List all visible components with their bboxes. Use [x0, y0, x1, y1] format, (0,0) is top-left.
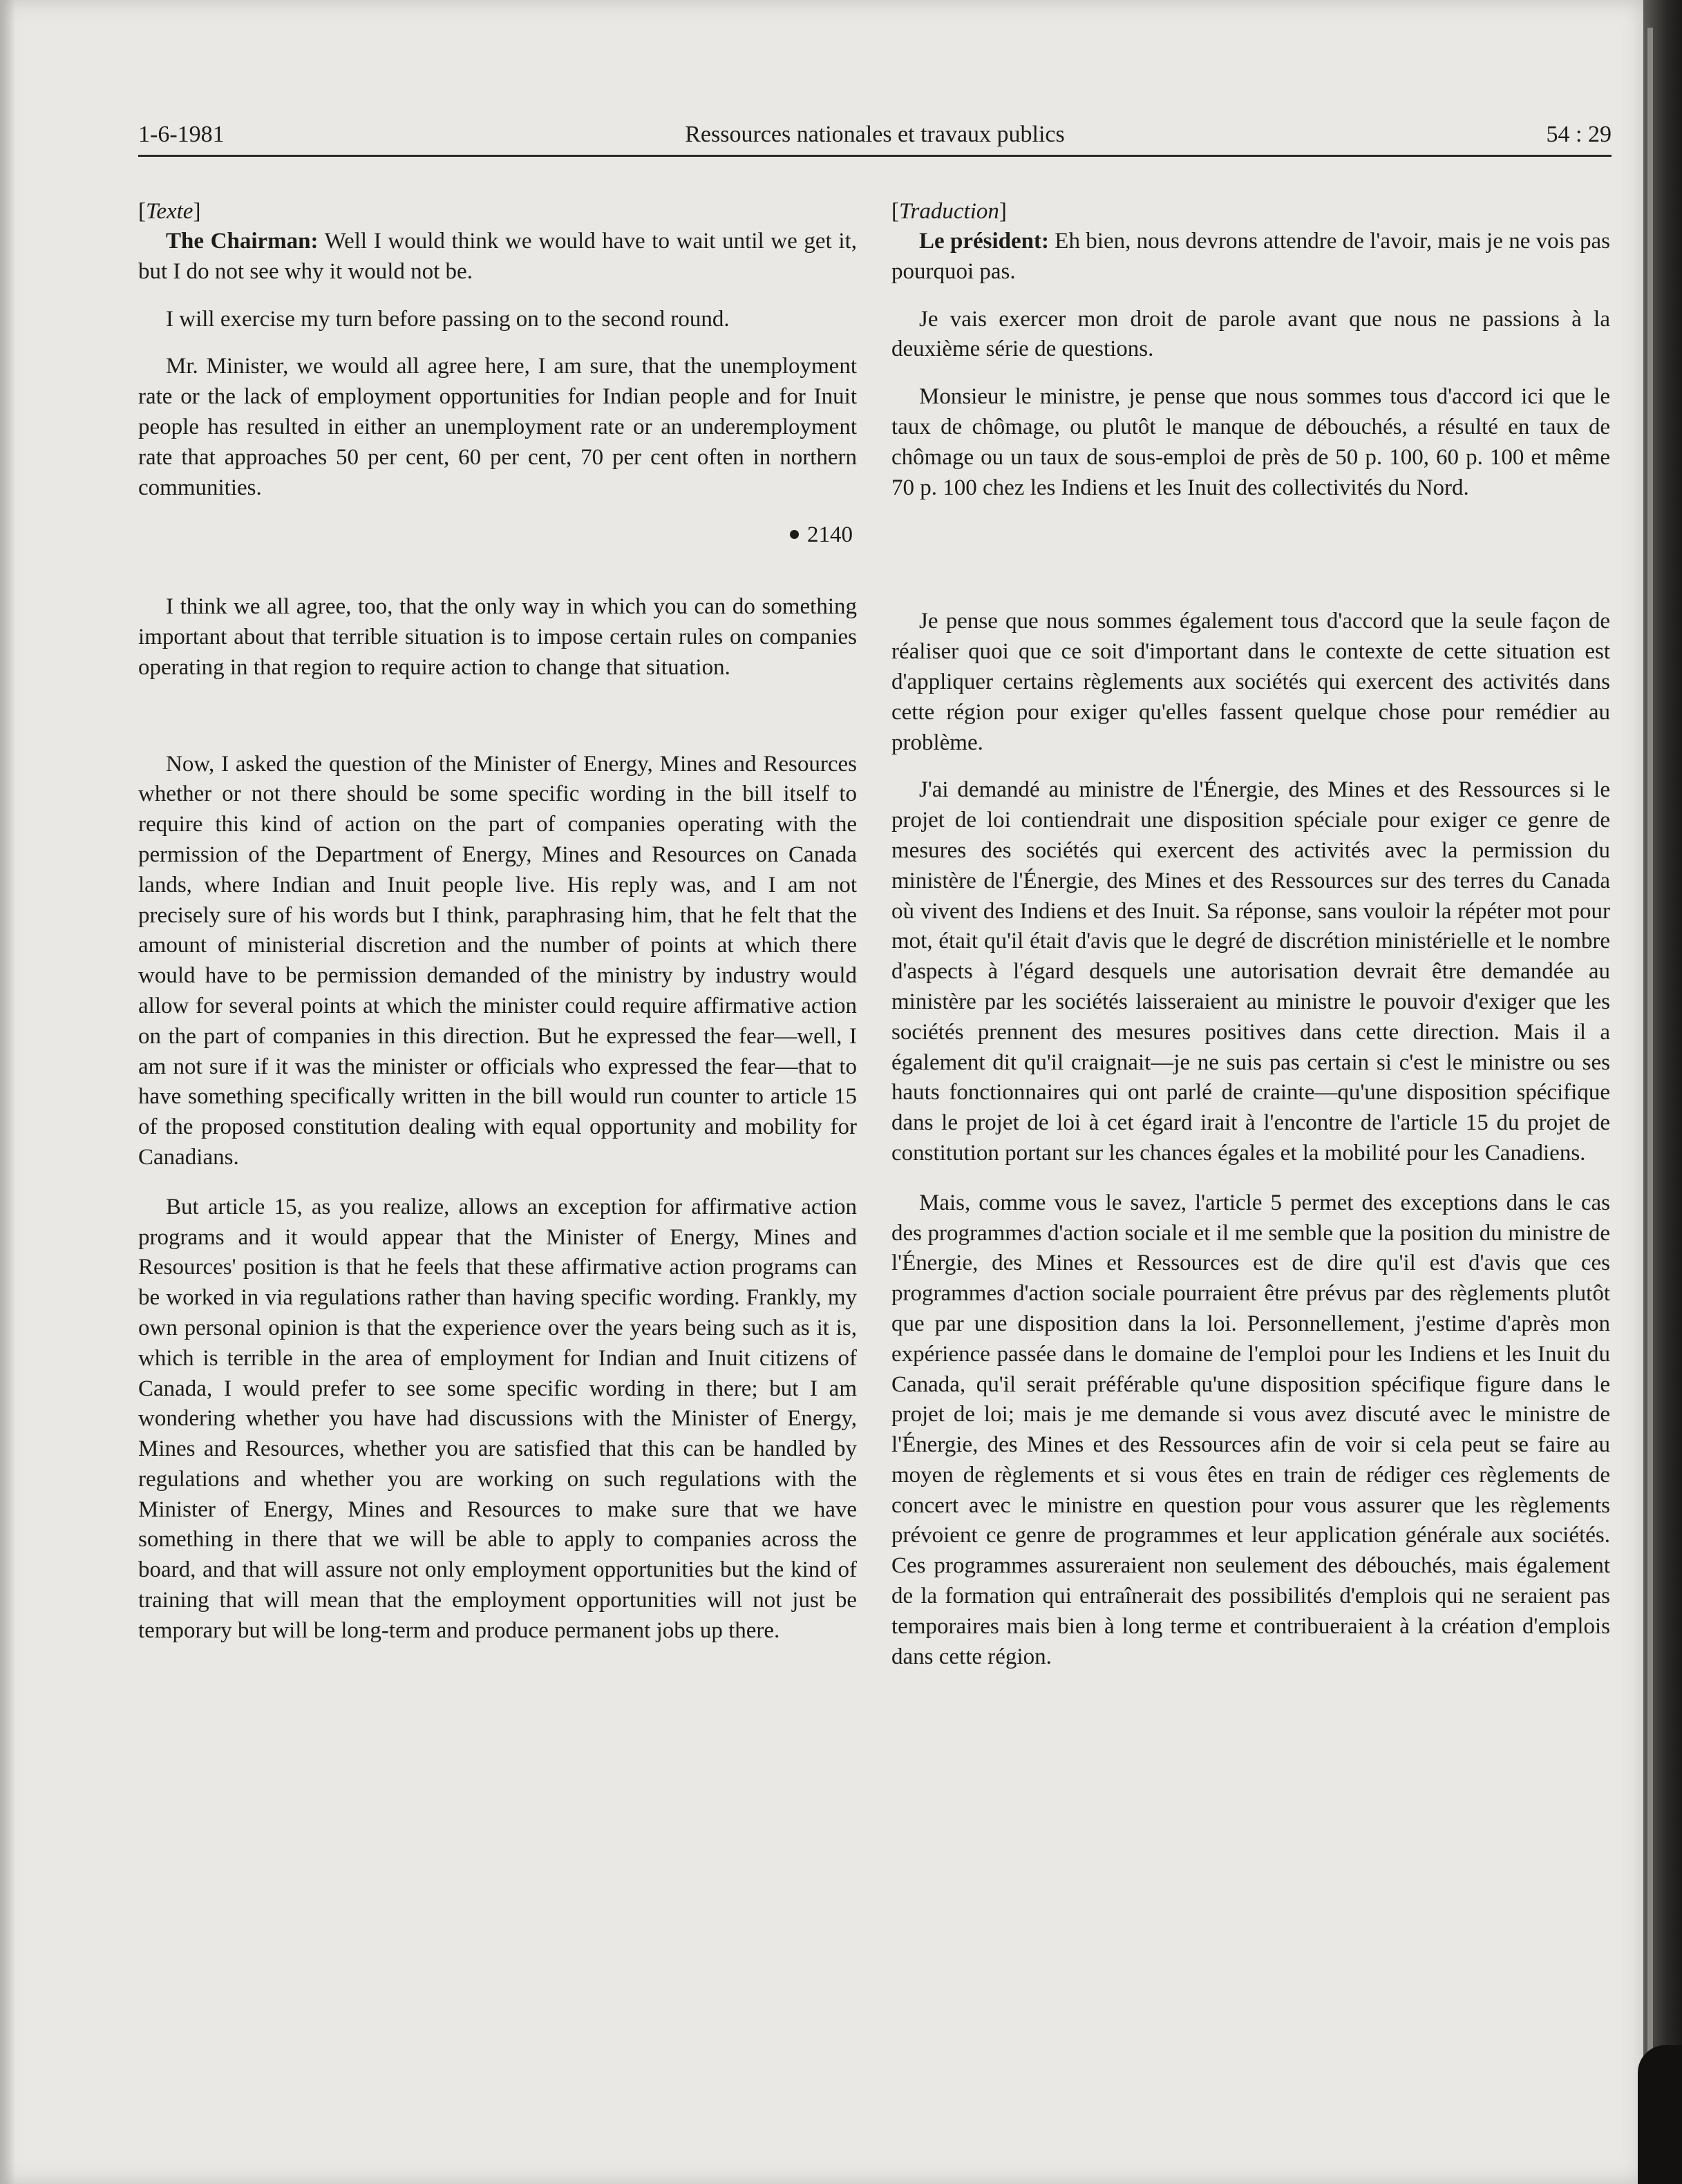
speaker-text: Well I would think we would have to wait until we get it, but I do not see why it would not be.	[138, 229, 857, 284]
bullet-icon	[790, 530, 799, 539]
text-tag: [Texte]	[138, 199, 201, 224]
english-column	[138, 196, 857, 1664]
header-date: 1-6-1981	[138, 122, 225, 147]
page-edge-highlight	[1647, 28, 1653, 2156]
paragraph: Now, I asked the question of the Minister of Energy, Mines and Resources whether or not there should be some specific wording in the bill itself to require this kind of action on the part of companies operating with the permission of the Department of Energy, Mines and Resources on Canada lands, where Indian and Inuit people live. His reply was, and I am not precisely sure of his words but I think, paraphrasing him, that he felt that the amount of ministerial discretion and the number of points at which there would have to be permission demanded of the ministry by industry would allow for several points at which the minister could require affirmative action on the part of companies in this direction. But he expressed the fear—well, I am not sure if it was the minister or officials who expressed the fear—that to have something specifically written in the bill would run counter to article 15 of the proposed constitution dealing with equal opportunity and mobility for Canadians.	[138, 751, 857, 1170]
header-title: Ressources nationales et travaux publics	[685, 122, 1065, 147]
spine-shadow	[0, 0, 15, 2184]
speaker-label: The Chairman:	[166, 229, 319, 254]
paragraph: J'ai demandé au ministre de l'Énergie, des Mines et des Ressources si le projet de loi contiendrait une disposition spéciale pour exiger ce genre de mesures des sociétés qui exercent des activités avec la permission du ministère de l'Énergie, des Mines et des Ressources sur des terres du Canada où vivent des Indiens et des Inuit. Sa réponse, sans vouloir la répéter mot pour mot, était qu'il était d'avis que le degré de discrétion ministérielle et le nombre d'aspects à l'égard desquels une autorisation devrait être demandée au ministère par les sociétés laisseraient au ministre le pouvoir d'exiger que les sociétés prennent des mesures positives dans cette direction. Mais il a également dit qu'il craignait—je ne suis pas certain si c'est le ministre ou ses hauts fonctionnaires qui ont parlé de crainte—qu'une disposition spécifique dans le projet de loi à cet égard irait à l'encontre de l'article 15 du projet de constitution portant sur les chances égales et la mobilité pour les Canadiens.	[891, 777, 1610, 1166]
paragraph: Mais, comme vous le savez, l'article 5 permet des exceptions dans le cas des programmes d'action sociale et il me semble que la position du ministre de l'Énergie, des Mines et Ressources est de dire qu'il est d'avis que ces programmes d'action sociale pourraient être prévus par des règlements plutôt que par une disposition dans la loi. Personnellement, j'estime d'après mon expérience passée dans le domaine de l'emploi pour les Indiens et les Inuit du Canada, qu'il serait préférable qu'une disposition spécifique figure dans le projet de loi; mais je me demande si vous avez discuté avec le ministre de l'Énergie, des Mines et des Ressources afin de voir si cela peut se faire au moyen de règlements et si vous êtes en train de rédiger ces règlements de concert avec le ministre en question pour vous assurer que les règlements prévoient ce genre de programmes et leur application générale aux sociétés. Ces programmes assureraient non seulement des débouchés, mais également de la formation qui entraînerait des possibilités d'emplois qui ne seraient pas temporaires mais bien à long terme et contribueraient à la création d'emplois dans cette région.	[891, 1190, 1610, 1669]
header-rule	[138, 155, 1612, 157]
speaker-label: Le président:	[919, 229, 1049, 254]
time-marker	[138, 520, 857, 551]
paragraph: But article 15, as you realize, allows an exception for affirmative action programs and it would appear that the Minister of Energy, Mines and Resources' position is that he feels that these affirmative action programs can be worked in via regulations rather than having specific wording. Frankly, my own personal opinion is that the experience over the years being such as it is, which is terrible in the area of employment for Indian and Inuit citizens of Canada, I would prefer to see some specific wording in there; but I am wondering whether you have had discussions with the Minister of Energy, Mines and Resources, whether you are satisfied that this can be handled by regulations and whether you are working on such regulations with the Minister of Energy, Mines and Resources to make sure that we have something in there that we will be able to apply to companies across the board, and that will assure not only employment opportunities but the kind of training that will mean that the employment opportunities will not just be temporary but will be long-term and produce permanent jobs up there.	[138, 1194, 857, 1643]
translation-tag: [Traduction]	[891, 199, 1007, 224]
header-page-number: 54 : 29	[1546, 122, 1612, 147]
chairman-paragraph	[138, 227, 857, 287]
page-header	[138, 122, 1612, 158]
president-paragraph	[891, 227, 1610, 287]
paragraph: Monsieur le ministre, je pense que nous sommes tous d'accord ici que le taux de chômage, ou plutôt le manque de débouchés, a résulté en taux de chômage ou un taux de sous-emploi de près de 50 p. 100, 60 p. 100 et même 70 p. 100 chez les Indiens et les Inuit des collectivités du Nord.	[891, 384, 1610, 500]
speaker-text: Eh bien, nous devrons attendre de l'avoir, mais je ne vois pas pourquoi pas.	[891, 229, 1610, 284]
paragraph: Je vais exercer mon droit de parole avant que nous ne passions à la deuxième série de questions.	[891, 306, 1610, 362]
binding-corner	[1638, 2045, 1682, 2184]
time-marker-value: 2140	[807, 522, 853, 548]
paragraph: I will exercise my turn before passing on to the second round.	[166, 306, 730, 332]
french-column	[891, 196, 1610, 1689]
paragraph: Mr. Minister, we would all agree here, I am sure, that the unemployment rate or the lack of employment opportunities for Indian people and for Inuit people has resulted in either an unemployment rate or an underemployment rate that approaches 50 per cent, 60 per cent, 70 per cent often in northern communities.	[138, 354, 857, 500]
paragraph: I think we all agree, too, that the only way in which you can do something important about that terrible situation is to impose certain rules on companies operating in that region to require action to change that situation.	[138, 594, 857, 680]
paragraph: Je pense que nous sommes également tous d'accord que la seule façon de réaliser quoi que ce soit d'important dans le contexte de cette situation est d'appliquer certains règlements aux sociétés qui exercent des activités dans cette région pour exiger qu'elles fassent quelque chose pour remédier au problème.	[891, 609, 1610, 755]
